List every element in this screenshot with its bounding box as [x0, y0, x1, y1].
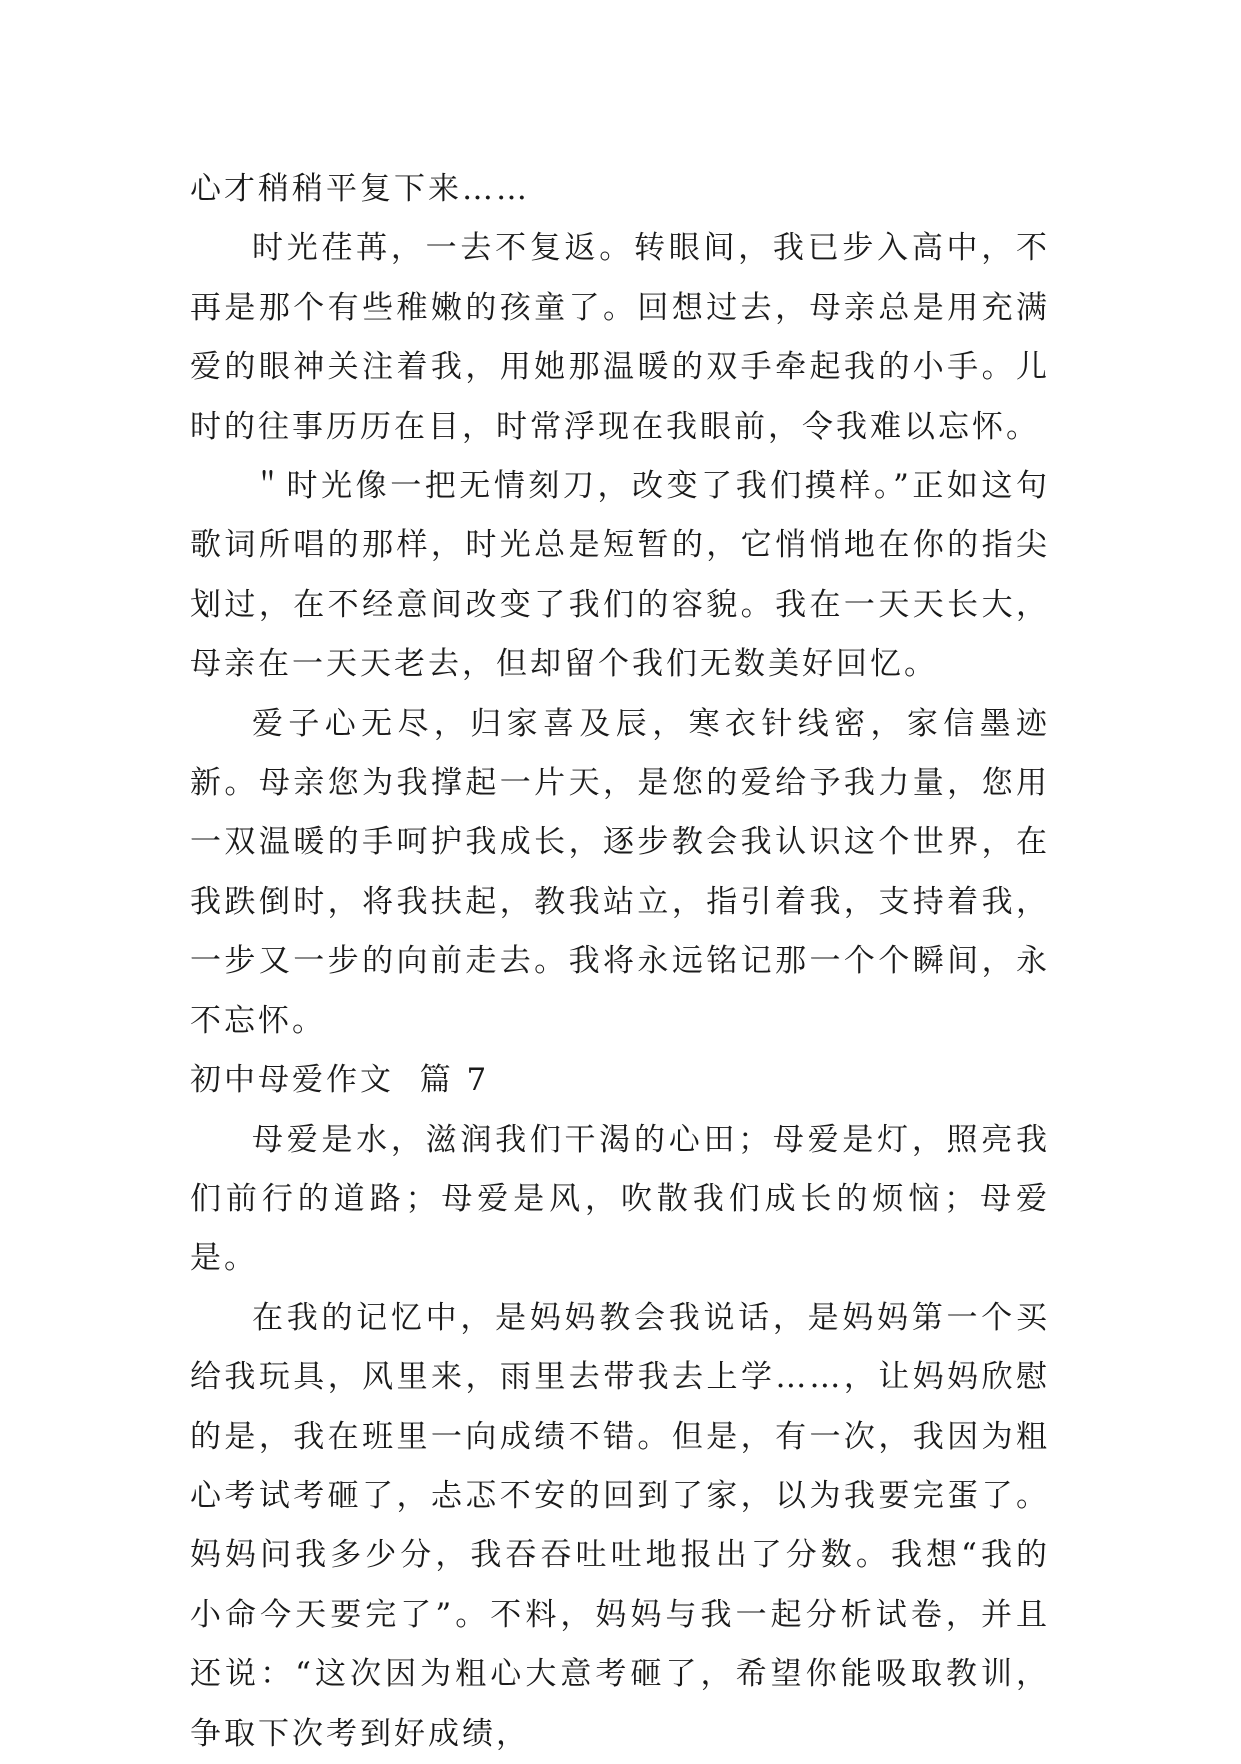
section-heading: 初中母爱作文 篇 7 — [190, 1062, 490, 1099]
paragraph: 母爱是水，滋润我们干渴的心田；母爱是灯，照亮我们前行的道路；母爱是风，吹散我们成长的烦恼；母爱是。 — [190, 1121, 1050, 1277]
paragraph: 在我的记忆中，是妈妈教会我说话，是妈妈第一个买给我玩具，风里来，雨里去带我去上学……，让妈妈欣慰的是，我在班里一向成绩不错。但是，有一次，我因为粗心考试考砸了，忐忑不安的回到了家，以为我要完蛋了。妈妈问我多少分，我吞吞吐吐地报出了分数。我想“我的小命今天要完了”。不料，妈妈与我一起分析试卷，并且还说：“这次因为粗心大意考砸了，希望你能吸取教训，争取下次考到好成绩， — [190, 1299, 1050, 1752]
paragraph: 心才稍稍平复下来…… — [190, 171, 530, 207]
paragraph: 爱子心无尽，归家喜及辰，寒衣针线密，家信墨迹新。母亲您为我撑起一片天，是您的爱给予我力量，您用一双温暖的手呵护我成长，逐步教会我认识这个世界，在我跌倒时，将我扶起，教我站立，指引着我，支持着我，一步又一步的向前走去。我将永远铭记那一个个瞬间，永不忘怀。 — [190, 705, 1050, 1039]
paragraph: 时光荏苒，一去不复返。转眼间，我已步入高中，不再是那个有些稚嫩的孩童了。回想过去，母亲总是用充满爱的眼神关注着我，用她那温暖的双手牵起我的小手。儿时的往事历历在目，时常浮现在我眼前，令我难以忘怀。 — [190, 230, 1050, 445]
paragraph: ＂时光像一把无情刻刀，改变了我们摸样。”正如这句歌词所唱的那样，时光总是短暂的，它悄悄地在你的指尖划过，在不经意间改变了我们的容貌。我在一天天长大，母亲在一天天老去，但却留个我们无数美好回忆。 — [190, 468, 1050, 683]
document-body — [190, 160, 1050, 1764]
